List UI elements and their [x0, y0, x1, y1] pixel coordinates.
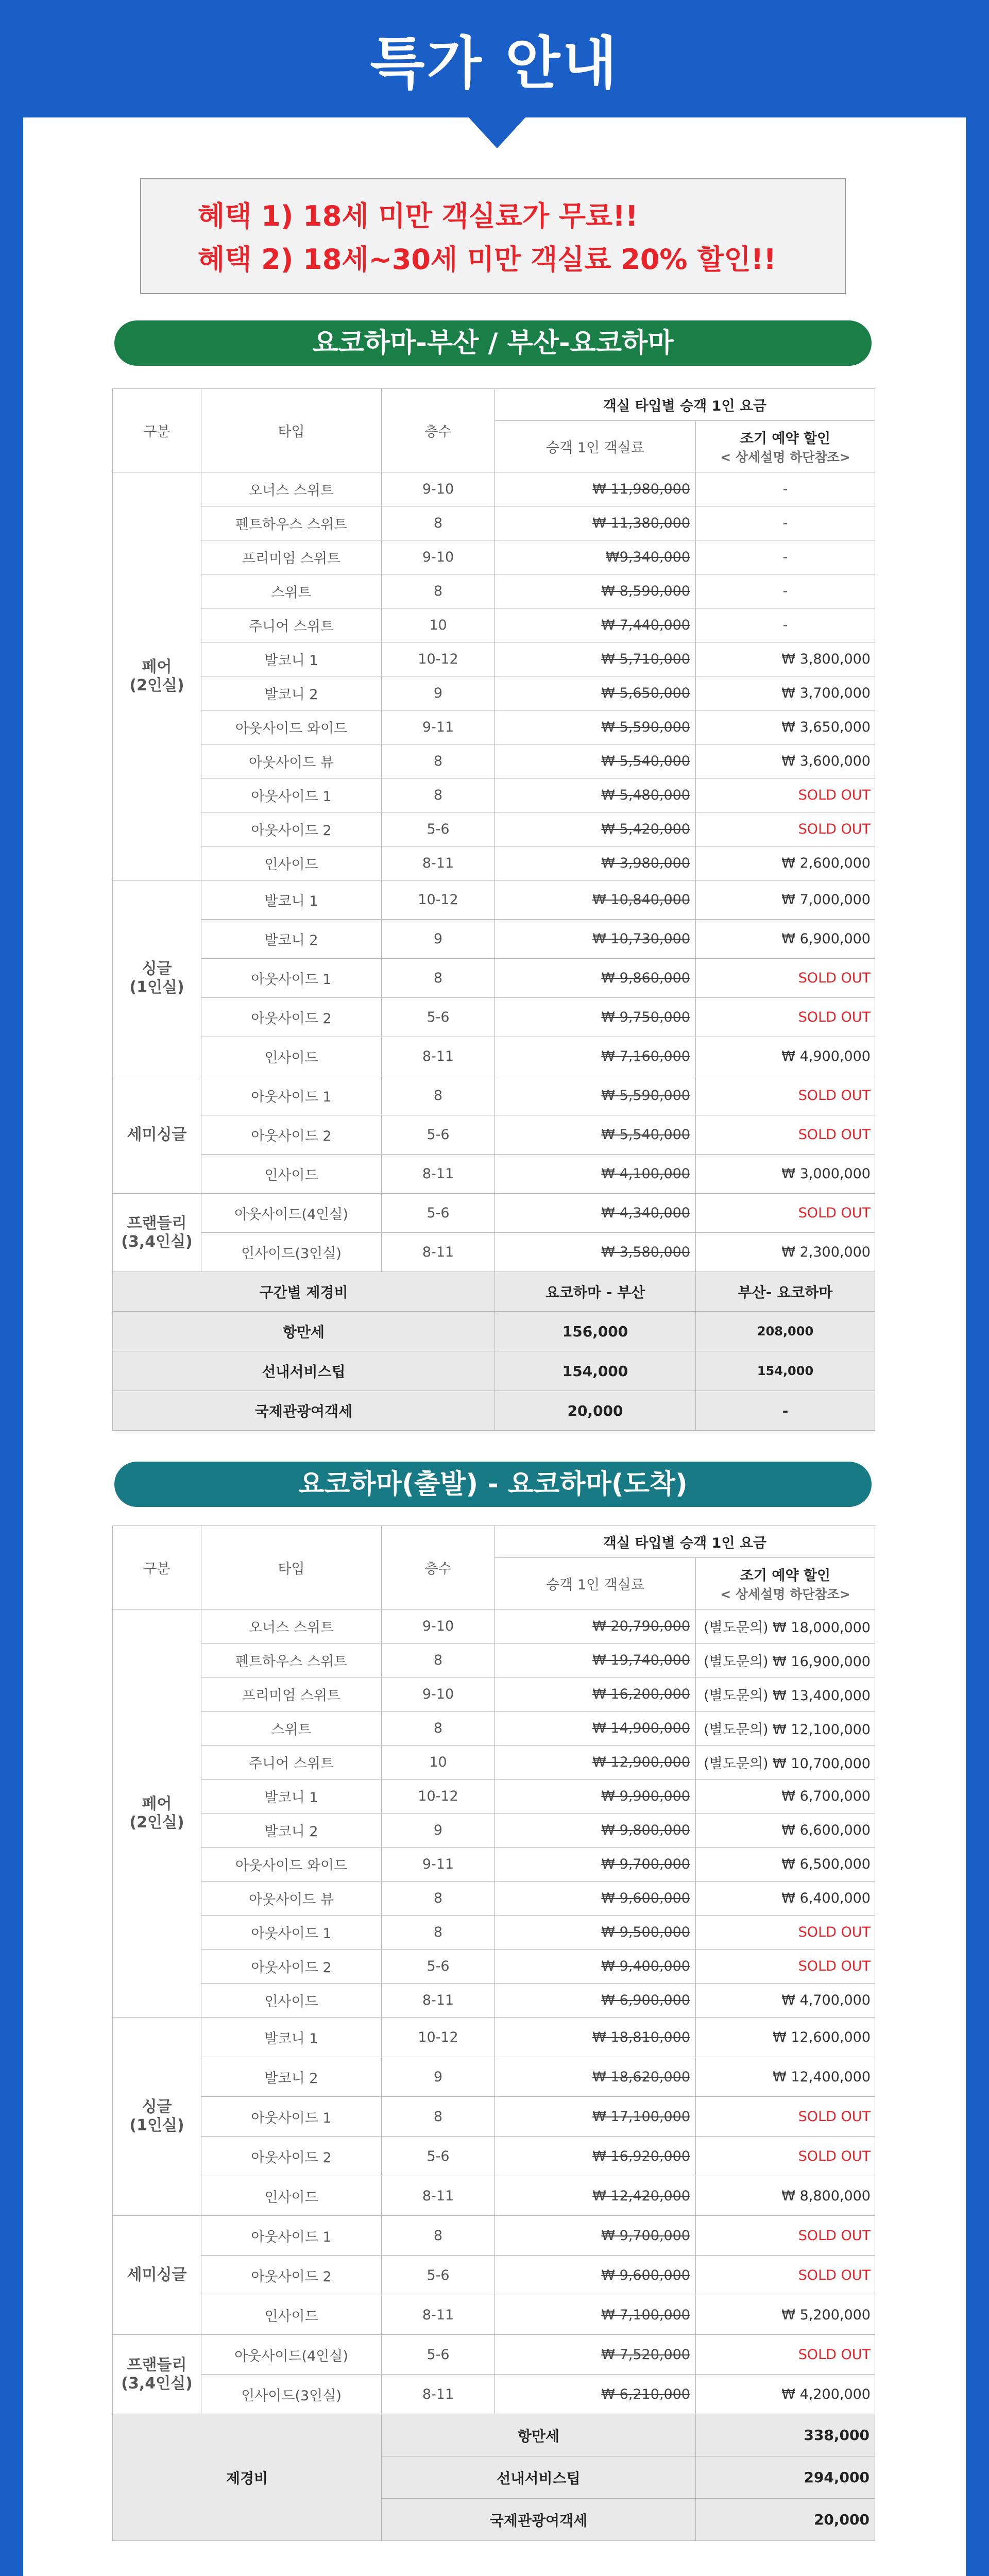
fees-header-col2: 부산- 요코하마	[696, 1272, 875, 1312]
cabin-floor: 10-12	[382, 642, 495, 676]
cabin-floor: 8	[382, 1643, 495, 1677]
table-row	[113, 1950, 875, 1984]
early-booking-price: SOLD OUT	[696, 2256, 875, 2295]
header-early-sub: < 상세설명 하단참조>	[720, 1587, 850, 1602]
cabin-price: ₩ 9,700,000	[495, 2216, 696, 2256]
fee-value: 20,000	[696, 2499, 875, 2541]
cabin-type: 아웃사이드(4인실)	[201, 2335, 382, 2375]
cabin-price: ₩ 11,980,000	[495, 472, 696, 506]
cabin-type: 스위트	[201, 574, 382, 608]
cabin-floor: 8-11	[382, 2375, 495, 2414]
cabin-floor: 10	[382, 608, 495, 642]
cabin-type: 주니어 스위트	[201, 608, 382, 642]
early-booking-price: ₩ 12,400,000	[696, 2057, 875, 2097]
cabin-price: ₩ 8,590,000	[495, 574, 696, 608]
table-row	[113, 1076, 875, 1115]
table-row	[113, 710, 875, 744]
cabin-floor: 9	[382, 676, 495, 710]
cabin-type: 아웃사이드 1	[201, 2216, 382, 2256]
cabin-price: ₩ 5,710,000	[495, 642, 696, 676]
cabin-type: 아웃사이드 와이드	[201, 1848, 382, 1882]
table-row	[113, 1155, 875, 1194]
fees-header-row	[113, 1272, 875, 1312]
cabin-floor: 5-6	[382, 1950, 495, 1984]
cabin-type: 발코니 2	[201, 2057, 382, 2097]
cabin-floor: 8-11	[382, 1155, 495, 1194]
cabin-type: 아웃사이드(4인실)	[201, 1194, 382, 1233]
cabin-floor: 8-11	[382, 1037, 495, 1076]
header-type: 타입	[201, 389, 382, 472]
cabin-price: ₩ 17,100,000	[495, 2097, 696, 2137]
early-booking-price: ₩ 6,600,000	[696, 1814, 875, 1848]
cabin-type: 발코니 1	[201, 642, 382, 676]
table-row	[113, 2176, 875, 2216]
table-row	[113, 880, 875, 920]
cabin-price: ₩ 9,800,000	[495, 1814, 696, 1848]
cabin-price: ₩ 16,920,000	[495, 2137, 696, 2176]
cabin-floor: 8	[382, 744, 495, 778]
early-booking-price: ₩ 4,700,000	[696, 1984, 875, 2018]
header-cabin-price: 승객 1인 객실료	[495, 421, 696, 472]
category-cell: 프랜들리 (3,4인실)	[113, 2335, 201, 2414]
cabin-type: 인사이드	[201, 846, 382, 880]
fee-value-2: -	[696, 1391, 875, 1431]
cabin-floor: 8	[382, 506, 495, 540]
cabin-price: ₩ 9,750,000	[495, 998, 696, 1037]
cabin-type: 펜트하우스 스위트	[201, 506, 382, 540]
early-booking-price: ₩ 7,000,000	[696, 880, 875, 920]
cabin-floor: 9-10	[382, 1677, 495, 1711]
table-row	[113, 1848, 875, 1882]
early-booking-price: -	[696, 540, 875, 574]
cabin-price: ₩ 9,600,000	[495, 2256, 696, 2295]
cabin-floor: 8	[382, 1916, 495, 1950]
category-cell: 싱글 (1인실)	[113, 2018, 201, 2216]
category-cell: 세미싱글	[113, 2216, 201, 2335]
early-booking-price: SOLD OUT	[696, 998, 875, 1037]
cabin-floor: 9-10	[382, 472, 495, 506]
cabin-type: 인사이드	[201, 1984, 382, 2018]
header-category: 구분	[113, 389, 201, 472]
benefit-2: 혜택 2) 18세~30세 미만 객실료 20% 할인!!	[198, 243, 776, 276]
cabin-price: ₩ 5,540,000	[495, 1115, 696, 1155]
table-row	[113, 1745, 875, 1780]
early-booking-price: ₩ 6,500,000	[696, 1848, 875, 1882]
table-row	[113, 2057, 875, 2097]
early-booking-price: ₩ 12,600,000	[696, 2018, 875, 2057]
cabin-floor: 10	[382, 1745, 495, 1780]
cabin-price: ₩ 5,590,000	[495, 1076, 696, 1115]
cabin-floor: 9-11	[382, 1848, 495, 1882]
fee-row	[113, 2414, 875, 2456]
cabin-floor: 5-6	[382, 2256, 495, 2295]
page-title: 특가 안내	[370, 30, 619, 96]
table-row	[113, 1643, 875, 1677]
cabin-type: 스위트	[201, 1711, 382, 1745]
fee-row	[113, 1351, 875, 1391]
early-booking-price: -	[696, 472, 875, 506]
cabin-floor: 9-10	[382, 540, 495, 574]
early-booking-price: ₩ 3,000,000	[696, 1155, 875, 1194]
cabin-price: ₩ 19,740,000	[495, 1643, 696, 1677]
table-row	[113, 1711, 875, 1745]
early-booking-price: SOLD OUT	[696, 2216, 875, 2256]
table-row	[113, 1115, 875, 1155]
early-booking-price: ₩ 4,200,000	[696, 2375, 875, 2414]
cabin-type: 아웃사이드 와이드	[201, 710, 382, 744]
cabin-price: ₩ 5,420,000	[495, 812, 696, 846]
cabin-floor: 8-11	[382, 2176, 495, 2216]
table-row	[113, 1814, 875, 1848]
early-booking-price: ₩ 2,600,000	[696, 846, 875, 880]
early-booking-price: -	[696, 506, 875, 540]
early-booking-price: ₩ 6,400,000	[696, 1882, 875, 1916]
cabin-floor: 8	[382, 1882, 495, 1916]
cabin-type: 아웃사이드 2	[201, 2137, 382, 2176]
section2-title: 요코하마(출발) - 요코하마(도착)	[114, 1462, 872, 1507]
cabin-type: 발코니 2	[201, 920, 382, 959]
cabin-type: 인사이드	[201, 2176, 382, 2216]
section2-price-table	[112, 1526, 875, 2541]
cabin-floor: 8	[382, 2216, 495, 2256]
table-row	[113, 812, 875, 846]
early-booking-price: -	[696, 574, 875, 608]
cabin-type: 인사이드	[201, 2295, 382, 2335]
cabin-type: 아웃사이드 1	[201, 959, 382, 998]
early-booking-price: SOLD OUT	[696, 2097, 875, 2137]
fee-value-1: 20,000	[495, 1391, 696, 1431]
cabin-floor: 8-11	[382, 1233, 495, 1272]
early-booking-price: -	[696, 608, 875, 642]
cabin-type: 아웃사이드 1	[201, 1076, 382, 1115]
cabin-price: ₩ 5,540,000	[495, 744, 696, 778]
cabin-floor: 9-11	[382, 710, 495, 744]
fees-label: 제경비	[113, 2414, 382, 2541]
early-booking-price: SOLD OUT	[696, 1916, 875, 1950]
cabin-floor: 8	[382, 778, 495, 812]
cabin-floor: 9	[382, 920, 495, 959]
table-header-row	[113, 389, 875, 421]
cabin-floor: 8	[382, 2097, 495, 2137]
category-cell: 프랜들리 (3,4인실)	[113, 1194, 201, 1272]
early-booking-price: ₩ 6,700,000	[696, 1780, 875, 1814]
cabin-type: 프리미엄 스위트	[201, 540, 382, 574]
cabin-type: 오너스 스위트	[201, 1609, 382, 1643]
cabin-floor: 10-12	[382, 1780, 495, 1814]
cabin-price: ₩ 3,580,000	[495, 1233, 696, 1272]
early-booking-price: (별도문의) ₩ 18,000,000	[696, 1609, 875, 1643]
early-booking-price: SOLD OUT	[696, 1194, 875, 1233]
cabin-price: ₩ 18,810,000	[495, 2018, 696, 2057]
cabin-floor: 5-6	[382, 812, 495, 846]
cabin-type: 발코니 2	[201, 1814, 382, 1848]
cabin-price: ₩9,340,000	[495, 540, 696, 574]
cabin-type: 아웃사이드 1	[201, 1916, 382, 1950]
table-row	[113, 1194, 875, 1233]
early-booking-price: SOLD OUT	[696, 812, 875, 846]
early-booking-price: ₩ 3,600,000	[696, 744, 875, 778]
category-cell: 싱글 (1인실)	[113, 880, 201, 1076]
cabin-type: 인사이드	[201, 1037, 382, 1076]
cabin-price: ₩ 11,380,000	[495, 506, 696, 540]
fee-value-2: 208,000	[696, 1312, 875, 1351]
table-row	[113, 2018, 875, 2057]
early-booking-price: SOLD OUT	[696, 2335, 875, 2375]
table-row	[113, 998, 875, 1037]
table-row	[113, 574, 875, 608]
cabin-floor: 5-6	[382, 2137, 495, 2176]
header-floor: 층수	[382, 1526, 495, 1609]
cabin-floor: 5-6	[382, 1194, 495, 1233]
header-type: 타입	[201, 1526, 382, 1609]
cabin-type: 아웃사이드 2	[201, 2256, 382, 2295]
early-booking-price: ₩ 3,700,000	[696, 676, 875, 710]
cabin-price: ₩ 9,860,000	[495, 959, 696, 998]
cabin-price: ₩ 4,100,000	[495, 1155, 696, 1194]
table-row	[113, 676, 875, 710]
cabin-price: ₩ 3,980,000	[495, 846, 696, 880]
header-early-booking	[696, 421, 875, 472]
cabin-floor: 5-6	[382, 998, 495, 1037]
header-category: 구분	[113, 1526, 201, 1609]
table-row	[113, 472, 875, 506]
table-row	[113, 2097, 875, 2137]
early-booking-price: ₩ 3,800,000	[696, 642, 875, 676]
cabin-floor: 8-11	[382, 1984, 495, 2018]
cabin-floor: 8	[382, 1711, 495, 1745]
cabin-type: 아웃사이드 뷰	[201, 744, 382, 778]
cabin-price: ₩ 9,900,000	[495, 1780, 696, 1814]
cabin-price: ₩ 9,600,000	[495, 1882, 696, 1916]
early-booking-price: SOLD OUT	[696, 1950, 875, 1984]
cabin-price: ₩ 4,340,000	[495, 1194, 696, 1233]
cabin-type: 발코니 1	[201, 1780, 382, 1814]
fee-row	[113, 1391, 875, 1431]
fees-header-col1: 요코하마 - 부산	[495, 1272, 696, 1312]
fee-value-1: 156,000	[495, 1312, 696, 1351]
cabin-price: ₩ 20,790,000	[495, 1609, 696, 1643]
category-cell: 페어 (2인실)	[113, 1609, 201, 2018]
table-row	[113, 642, 875, 676]
early-booking-price: ₩ 5,200,000	[696, 2295, 875, 2335]
cabin-price: ₩ 7,160,000	[495, 1037, 696, 1076]
content-panel	[23, 117, 966, 2576]
cabin-type: 주니어 스위트	[201, 1745, 382, 1780]
table-row	[113, 1984, 875, 2018]
table-row	[113, 2256, 875, 2295]
early-booking-price: (별도문의) ₩ 12,100,000	[696, 1711, 875, 1745]
table-row	[113, 1916, 875, 1950]
cabin-floor: 8	[382, 574, 495, 608]
cabin-type: 발코니 1	[201, 2018, 382, 2057]
category-cell: 페어 (2인실)	[113, 472, 201, 880]
header-arrow-icon	[469, 117, 525, 148]
table-row	[113, 1037, 875, 1076]
fee-label: 국제관광여객세	[382, 2499, 696, 2541]
table-row	[113, 2295, 875, 2335]
cabin-price: ₩ 9,500,000	[495, 1916, 696, 1950]
cabin-type: 프리미엄 스위트	[201, 1677, 382, 1711]
cabin-floor: 8-11	[382, 2295, 495, 2335]
table-row	[113, 1233, 875, 1272]
cabin-type: 인사이드(3인실)	[201, 2375, 382, 2414]
cabin-floor: 10-12	[382, 2018, 495, 2057]
cabin-price: ₩ 5,590,000	[495, 710, 696, 744]
cabin-price: ₩ 10,730,000	[495, 920, 696, 959]
fee-row	[113, 1312, 875, 1351]
section1-title: 요코하마-부산 / 부산-요코하마	[114, 320, 872, 366]
cabin-type: 오너스 스위트	[201, 472, 382, 506]
table-row	[113, 540, 875, 574]
early-booking-price: (별도문의) ₩ 10,700,000	[696, 1745, 875, 1780]
header-floor: 층수	[382, 389, 495, 472]
early-booking-price: (별도문의) ₩ 16,900,000	[696, 1643, 875, 1677]
cabin-price: ₩ 12,420,000	[495, 2176, 696, 2216]
benefit-1: 혜택 1) 18세 미만 객실료가 무료!!	[198, 200, 638, 232]
cabin-price: ₩ 7,100,000	[495, 2295, 696, 2335]
cabin-type: 아웃사이드 2	[201, 1115, 382, 1155]
table-row	[113, 1882, 875, 1916]
early-booking-price: SOLD OUT	[696, 2137, 875, 2176]
table-row	[113, 506, 875, 540]
cabin-price: ₩ 6,210,000	[495, 2375, 696, 2414]
cabin-floor: 10-12	[382, 880, 495, 920]
table-row	[113, 2335, 875, 2375]
early-booking-price: SOLD OUT	[696, 1076, 875, 1115]
table-row	[113, 608, 875, 642]
cabin-price: ₩ 5,480,000	[495, 778, 696, 812]
cabin-price: ₩ 10,840,000	[495, 880, 696, 920]
table-row	[113, 959, 875, 998]
cabin-type: 발코니 1	[201, 880, 382, 920]
cabin-type: 펜트하우스 스위트	[201, 1643, 382, 1677]
table-row	[113, 778, 875, 812]
cabin-type: 아웃사이드 2	[201, 998, 382, 1037]
cabin-type: 발코니 2	[201, 676, 382, 710]
early-booking-price: ₩ 8,800,000	[696, 2176, 875, 2216]
cabin-price: ₩ 9,700,000	[495, 1848, 696, 1882]
cabin-type: 인사이드(3인실)	[201, 1233, 382, 1272]
fee-label: 국제관광여객세	[113, 1391, 495, 1431]
fees-header-label: 구간별 제경비	[113, 1272, 495, 1312]
fee-value-1: 154,000	[495, 1351, 696, 1391]
cabin-price: ₩ 7,440,000	[495, 608, 696, 642]
table-row	[113, 846, 875, 880]
table-row	[113, 1677, 875, 1711]
fee-label: 항만세	[113, 1312, 495, 1351]
early-booking-price: ₩ 3,650,000	[696, 710, 875, 744]
table-row	[113, 1609, 875, 1643]
cabin-price: ₩ 16,200,000	[495, 1677, 696, 1711]
fee-label: 항만세	[382, 2414, 696, 2456]
cabin-floor: 9-10	[382, 1609, 495, 1643]
table-header-row	[113, 1526, 875, 1558]
cabin-floor: 8	[382, 959, 495, 998]
table-row	[113, 2137, 875, 2176]
cabin-price: ₩ 7,520,000	[495, 2335, 696, 2375]
cabin-price: ₩ 14,900,000	[495, 1711, 696, 1745]
header-early-sub: < 상세설명 하단참조>	[720, 450, 850, 465]
cabin-floor: 8	[382, 1076, 495, 1115]
header-early-booking	[696, 1558, 875, 1609]
fee-label: 선내서비스팁	[113, 1351, 495, 1391]
early-booking-price: SOLD OUT	[696, 778, 875, 812]
cabin-type: 인사이드	[201, 1155, 382, 1194]
cabin-price: ₩ 12,900,000	[495, 1745, 696, 1780]
table-row	[113, 744, 875, 778]
table-row	[113, 1780, 875, 1814]
cabin-type: 아웃사이드 2	[201, 812, 382, 846]
cabin-floor: 9	[382, 1814, 495, 1848]
cabin-type: 아웃사이드 2	[201, 1950, 382, 1984]
table-row	[113, 920, 875, 959]
fee-value-2: 154,000	[696, 1351, 875, 1391]
table-row	[113, 2375, 875, 2414]
header-cabin-price: 승객 1인 객실료	[495, 1558, 696, 1609]
table-row	[113, 2216, 875, 2256]
cabin-floor: 5-6	[382, 1115, 495, 1155]
category-cell: 세미싱글	[113, 1076, 201, 1194]
early-booking-price: ₩ 2,300,000	[696, 1233, 875, 1272]
early-booking-price: SOLD OUT	[696, 959, 875, 998]
cabin-price: ₩ 9,400,000	[495, 1950, 696, 1984]
early-booking-price: ₩ 6,900,000	[696, 920, 875, 959]
header-fare-group: 객실 타입별 승객 1인 요금	[495, 389, 875, 421]
fee-value: 294,000	[696, 2456, 875, 2499]
header-early-label: 조기 예약 할인	[740, 1568, 831, 1584]
header-early-label: 조기 예약 할인	[740, 431, 831, 447]
section1-price-table	[112, 388, 875, 1431]
fee-label: 선내서비스팁	[382, 2456, 696, 2499]
page-header	[0, 0, 989, 118]
early-booking-price: SOLD OUT	[696, 1115, 875, 1155]
cabin-price: ₩ 5,650,000	[495, 676, 696, 710]
cabin-type: 아웃사이드 1	[201, 2097, 382, 2137]
cabin-floor: 5-6	[382, 2335, 495, 2375]
cabin-floor: 8-11	[382, 846, 495, 880]
cabin-price: ₩ 6,900,000	[495, 1984, 696, 2018]
cabin-type: 아웃사이드 뷰	[201, 1882, 382, 1916]
cabin-price: ₩ 18,620,000	[495, 2057, 696, 2097]
fee-value: 338,000	[696, 2414, 875, 2456]
header-fare-group: 객실 타입별 승객 1인 요금	[495, 1526, 875, 1558]
cabin-type: 아웃사이드 1	[201, 778, 382, 812]
early-booking-price: ₩ 4,900,000	[696, 1037, 875, 1076]
early-booking-price: (별도문의) ₩ 13,400,000	[696, 1677, 875, 1711]
cabin-floor: 9	[382, 2057, 495, 2097]
benefits-box	[140, 178, 846, 294]
